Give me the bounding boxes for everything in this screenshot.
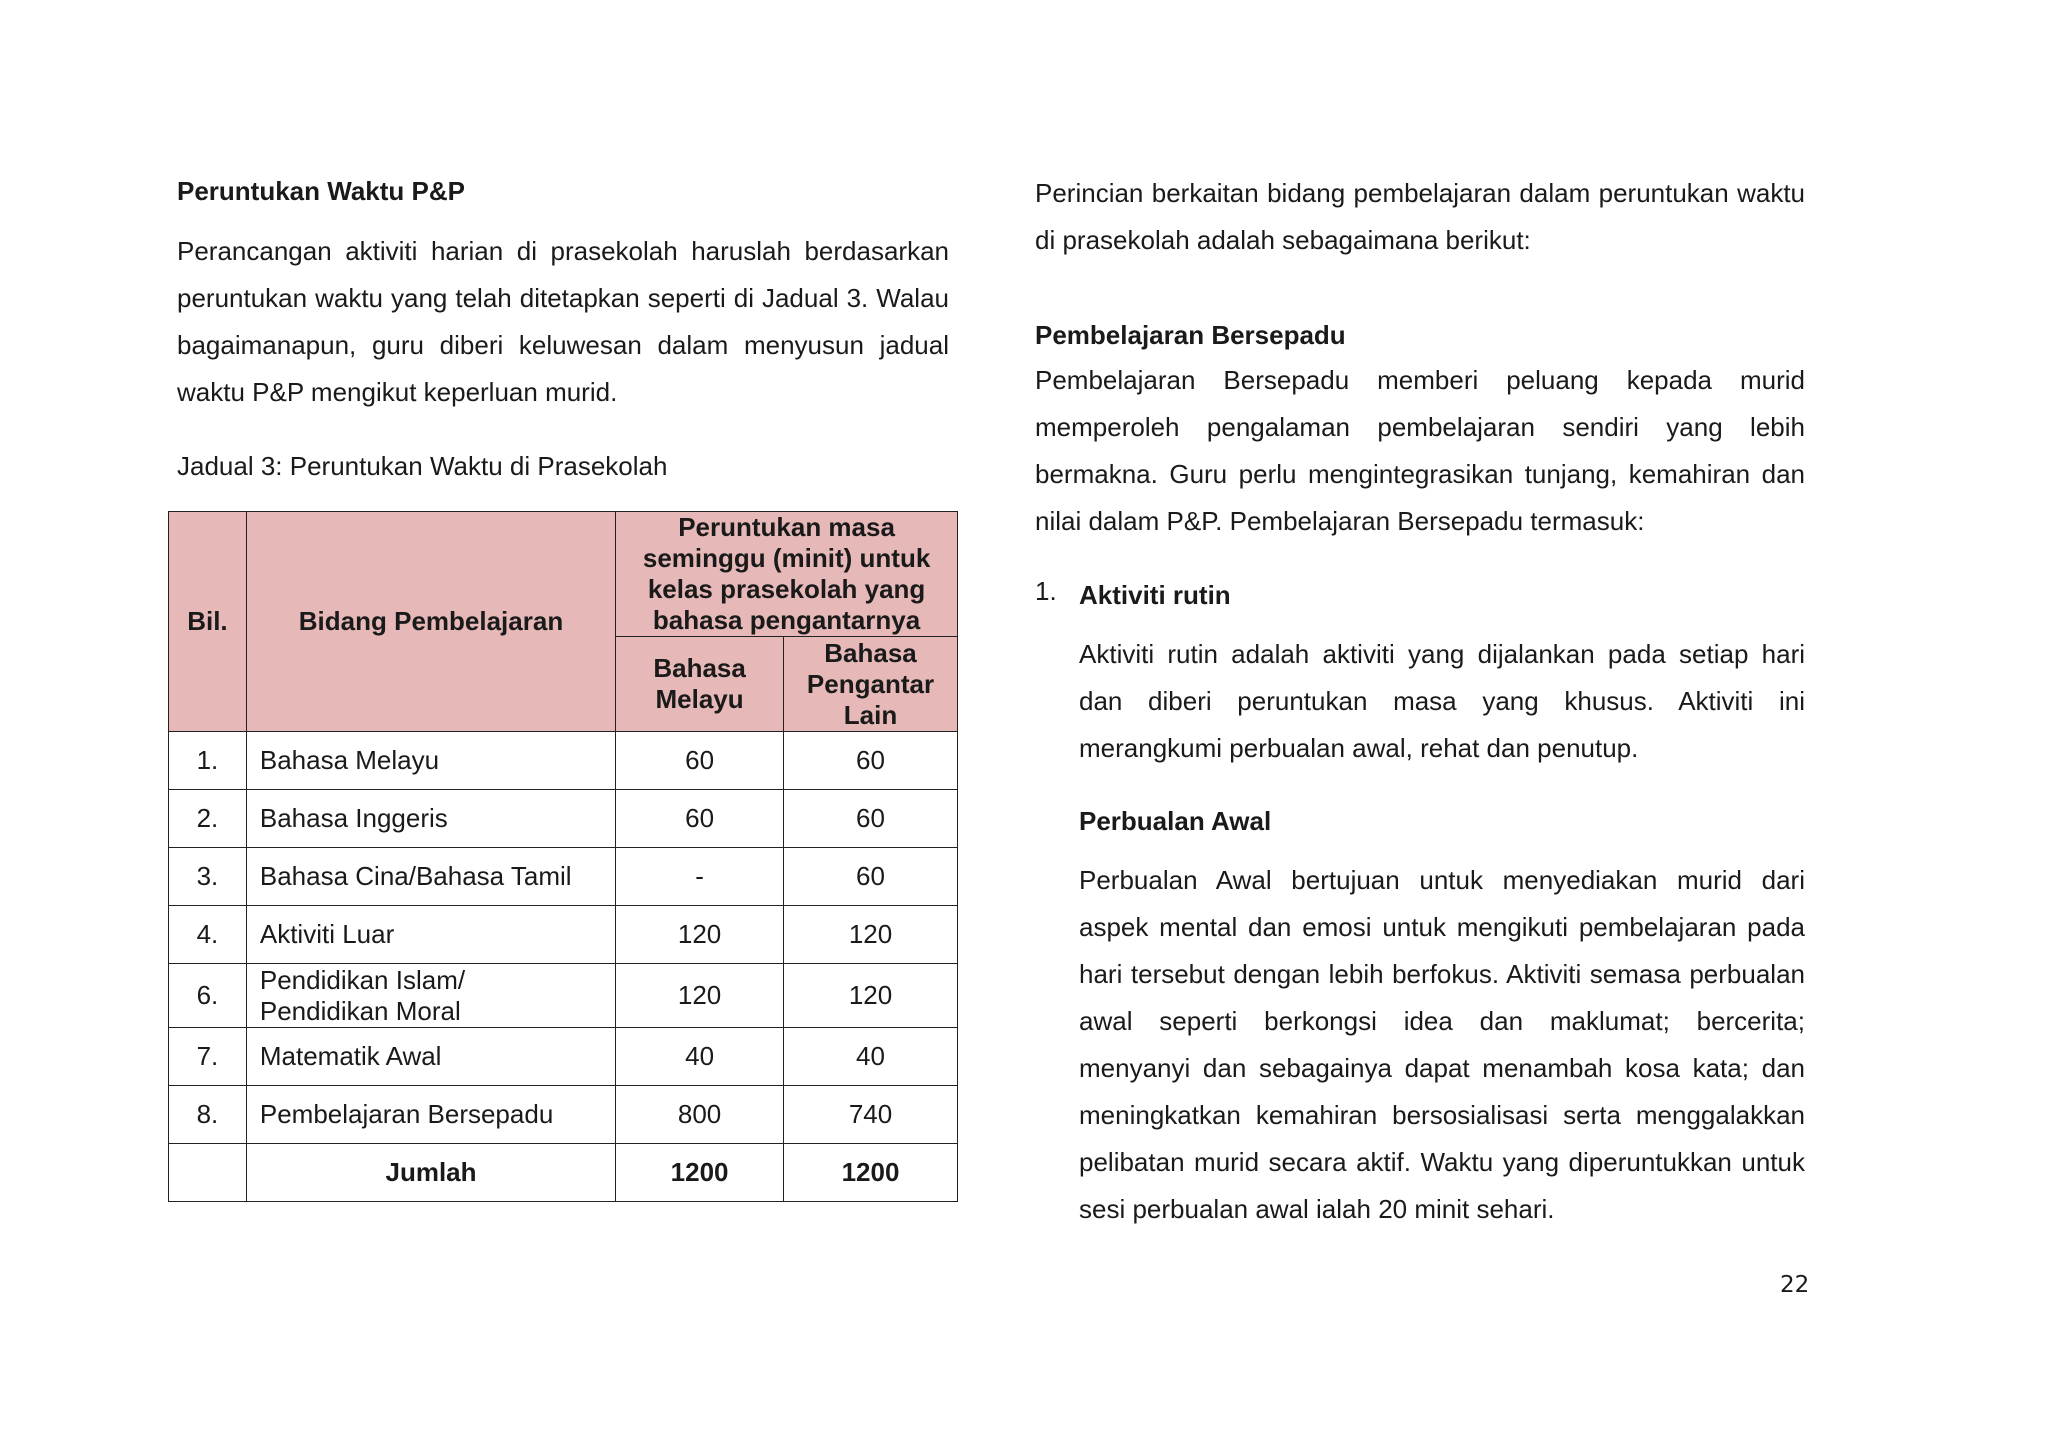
cell-bidang: Bahasa Cina/Bahasa Tamil bbox=[246, 848, 615, 906]
table-row bbox=[169, 906, 958, 964]
cell-bidang: Pendidikan Islam/ Pendidikan Moral bbox=[246, 964, 615, 1028]
cell-bidang: Bahasa Inggeris bbox=[246, 790, 615, 848]
header-bil: Bil. bbox=[169, 512, 247, 732]
header-bahasa-pengantar-lain: Bahasa Pengantar Lain bbox=[784, 637, 958, 732]
page-number: 22 bbox=[1780, 1272, 1810, 1298]
table-caption: Jadual 3: Peruntukan Waktu di Prasekolah bbox=[177, 451, 668, 481]
cell-bm: 800 bbox=[616, 1086, 784, 1144]
cell-bm: 40 bbox=[616, 1028, 784, 1086]
cell-lain: 740 bbox=[784, 1086, 958, 1144]
cell-lain: 120 bbox=[784, 964, 958, 1028]
sub-paragraph: Perbualan Awal bertujuan untuk menyediakan murid dari aspek mental dan emosi untuk mengikuti pembelajaran pada hari tersebut dengan lebih berfokus. Aktiviti semasa perbualan awal seperti berkongsi idea dan maklumat; bercerita; menyanyi dan sebagainya dapat menambah kosa kata; dan meningkatkan kemahiran bersosialisasi serta menggalakkan pelibatan murid secara aktif. Waktu yang diperuntukkan untuk sesi perbualan awal ialah 20 minit sehari. bbox=[1079, 865, 1805, 1224]
table-row bbox=[169, 1028, 958, 1086]
section-heading: Peruntukan Waktu P&P bbox=[177, 176, 465, 206]
cell-bil: 4. bbox=[169, 906, 247, 964]
cell-bm: 60 bbox=[616, 790, 784, 848]
header-bahasa-melayu: Bahasa Melayu bbox=[616, 637, 784, 732]
cell-bidang: Pembelajaran Bersepadu bbox=[246, 1086, 615, 1144]
cell-bm: - bbox=[616, 848, 784, 906]
total-bm: 1200 bbox=[616, 1144, 784, 1202]
cell-lain: 60 bbox=[784, 732, 958, 790]
cell-bil: 1. bbox=[169, 732, 247, 790]
total-label: Jumlah bbox=[246, 1144, 615, 1202]
cell-bil: 6. bbox=[169, 964, 247, 1028]
cell-bm: 120 bbox=[616, 964, 784, 1028]
cell-lain: 60 bbox=[784, 848, 958, 906]
cell-lain: 60 bbox=[784, 790, 958, 848]
cell-lain: 40 bbox=[784, 1028, 958, 1086]
total-lain: 1200 bbox=[784, 1144, 958, 1202]
cell-bil: 8. bbox=[169, 1086, 247, 1144]
section-paragraph: Perancangan aktiviti harian di prasekolah haruslah berdasarkan peruntukan waktu yang telah ditetapkan seperti di Jadual 3. Walau bagaimanapun, guru diberi keluwesan dalam menyusun jadual waktu P&P mengikut keperluan murid. bbox=[177, 236, 949, 407]
cell-bidang: Bahasa Melayu bbox=[246, 732, 615, 790]
allocation-table bbox=[168, 511, 958, 1202]
cell-bil-empty bbox=[169, 1144, 247, 1202]
list-number: 1. bbox=[1035, 576, 1057, 606]
cell-bil: 3. bbox=[169, 848, 247, 906]
section-heading: Pembelajaran Bersepadu bbox=[1035, 320, 1346, 350]
section-paragraph: Pembelajaran Bersepadu memberi peluang kepada murid memperoleh pengalaman pembelajaran sendiri yang lebih bermakna. Guru perlu mengintegrasikan tunjang, kemahiran dan nilai dalam P&P. Pembelajaran Bersepadu termasuk: bbox=[1035, 365, 1805, 536]
intro-paragraph: Perincian berkaitan bidang pembelajaran dalam peruntukan waktu di prasekolah adalah sebagaimana berikut: bbox=[1035, 178, 1805, 255]
cell-bidang: Matematik Awal bbox=[246, 1028, 615, 1086]
cell-bidang: Aktiviti Luar bbox=[246, 906, 615, 964]
cell-bil: 2. bbox=[169, 790, 247, 848]
header-group: Peruntukan masa seminggu (minit) untuk kelas prasekolah yang bahasa pengantarnya bbox=[616, 512, 958, 637]
table-total-row bbox=[169, 1144, 958, 1202]
cell-bil: 7. bbox=[169, 1028, 247, 1086]
cell-bm: 120 bbox=[616, 906, 784, 964]
list-paragraph: Aktiviti rutin adalah aktiviti yang dijalankan pada setiap hari dan diberi peruntukan masa yang khusus. Aktiviti ini merangkumi perbualan awal, rehat dan penutup. bbox=[1079, 639, 1805, 763]
table-row bbox=[169, 964, 958, 1028]
table-row bbox=[169, 1086, 958, 1144]
table-row bbox=[169, 732, 958, 790]
table-row bbox=[169, 790, 958, 848]
list-heading: Aktiviti rutin bbox=[1079, 580, 1231, 610]
sub-heading: Perbualan Awal bbox=[1079, 806, 1272, 836]
cell-lain: 120 bbox=[784, 906, 958, 964]
cell-bm: 60 bbox=[616, 732, 784, 790]
table-row bbox=[169, 848, 958, 906]
header-bidang: Bidang Pembelajaran bbox=[246, 512, 615, 732]
